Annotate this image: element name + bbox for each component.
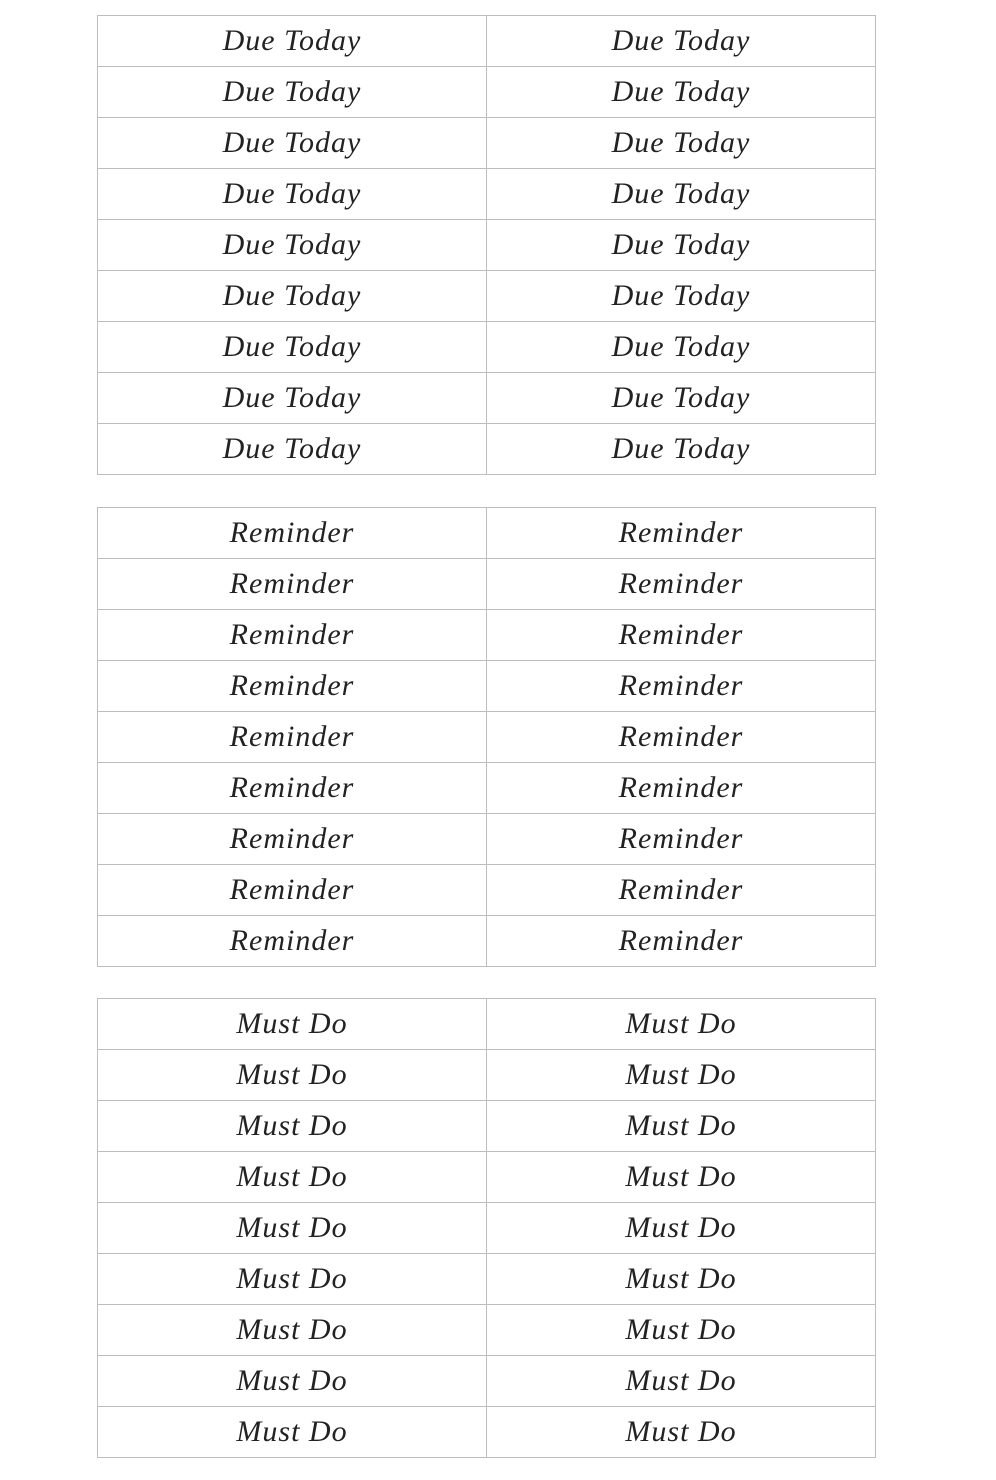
due-today-label: Due Today	[98, 322, 487, 373]
due-today-label: Due Today	[487, 322, 876, 373]
must-do-label: Must Do	[98, 999, 487, 1050]
must-do-label: Must Do	[98, 1050, 487, 1101]
due-today-label: Due Today	[487, 373, 876, 424]
label-row	[98, 1050, 876, 1101]
label-row	[98, 1254, 876, 1305]
must-do-label: Must Do	[98, 1356, 487, 1407]
due-today-label: Due Today	[98, 169, 487, 220]
label-row	[98, 1356, 876, 1407]
reminder-label: Reminder	[98, 610, 487, 661]
due-today-label: Due Today	[98, 16, 487, 67]
reminder-label: Reminder	[98, 916, 487, 967]
label-row	[98, 1407, 876, 1458]
reminder-label: Reminder	[487, 916, 876, 967]
reminder-label: Reminder	[487, 763, 876, 814]
label-row	[98, 271, 876, 322]
must-do-label: Must Do	[487, 1356, 876, 1407]
reminder-label: Reminder	[487, 508, 876, 559]
must-do-label: Must Do	[487, 1407, 876, 1458]
must-do-label: Must Do	[98, 1203, 487, 1254]
due-today-label: Due Today	[487, 271, 876, 322]
reminder-label: Reminder	[98, 559, 487, 610]
reminder-label: Reminder	[98, 814, 487, 865]
reminder-label: Reminder	[98, 661, 487, 712]
reminder-label: Reminder	[98, 763, 487, 814]
label-row	[98, 169, 876, 220]
due-today-label: Due Today	[98, 271, 487, 322]
due-today-label: Due Today	[98, 118, 487, 169]
reminder-label: Reminder	[487, 661, 876, 712]
label-row	[98, 118, 876, 169]
due-today-label: Due Today	[98, 220, 487, 271]
label-row	[98, 322, 876, 373]
label-row	[98, 16, 876, 67]
label-row	[98, 865, 876, 916]
due-today-label: Due Today	[487, 424, 876, 475]
must-do-label: Must Do	[487, 1254, 876, 1305]
label-row	[98, 220, 876, 271]
must-do-label-table	[97, 998, 876, 1458]
due-today-label: Due Today	[487, 118, 876, 169]
label-row	[98, 814, 876, 865]
reminder-label: Reminder	[98, 865, 487, 916]
label-row	[98, 424, 876, 475]
due-today-label: Due Today	[98, 373, 487, 424]
label-row	[98, 610, 876, 661]
reminder-label: Reminder	[487, 559, 876, 610]
due-today-label: Due Today	[98, 67, 487, 118]
reminder-label: Reminder	[487, 814, 876, 865]
label-row	[98, 373, 876, 424]
label-row	[98, 999, 876, 1050]
must-do-label: Must Do	[487, 1050, 876, 1101]
must-do-label: Must Do	[487, 1101, 876, 1152]
label-row	[98, 1152, 876, 1203]
label-row	[98, 1305, 876, 1356]
must-do-label: Must Do	[98, 1254, 487, 1305]
must-do-label: Must Do	[487, 1305, 876, 1356]
must-do-label: Must Do	[98, 1407, 487, 1458]
label-row	[98, 1101, 876, 1152]
label-row	[98, 916, 876, 967]
reminder-label: Reminder	[487, 865, 876, 916]
reminder-label-table	[97, 507, 876, 967]
label-row	[98, 1203, 876, 1254]
due-today-label: Due Today	[487, 220, 876, 271]
due-today-label: Due Today	[487, 67, 876, 118]
reminder-label: Reminder	[98, 712, 487, 763]
label-row	[98, 559, 876, 610]
must-do-label: Must Do	[487, 1203, 876, 1254]
reminder-label: Reminder	[487, 712, 876, 763]
label-row	[98, 661, 876, 712]
must-do-label: Must Do	[98, 1101, 487, 1152]
label-row	[98, 67, 876, 118]
must-do-label: Must Do	[487, 999, 876, 1050]
label-row	[98, 508, 876, 559]
due-today-label: Due Today	[487, 16, 876, 67]
due-today-label-table	[97, 15, 876, 475]
must-do-label: Must Do	[98, 1305, 487, 1356]
label-row	[98, 712, 876, 763]
due-today-label: Due Today	[98, 424, 487, 475]
must-do-label: Must Do	[487, 1152, 876, 1203]
reminder-label: Reminder	[487, 610, 876, 661]
must-do-label: Must Do	[98, 1152, 487, 1203]
reminder-label: Reminder	[98, 508, 487, 559]
label-row	[98, 763, 876, 814]
due-today-label: Due Today	[487, 169, 876, 220]
